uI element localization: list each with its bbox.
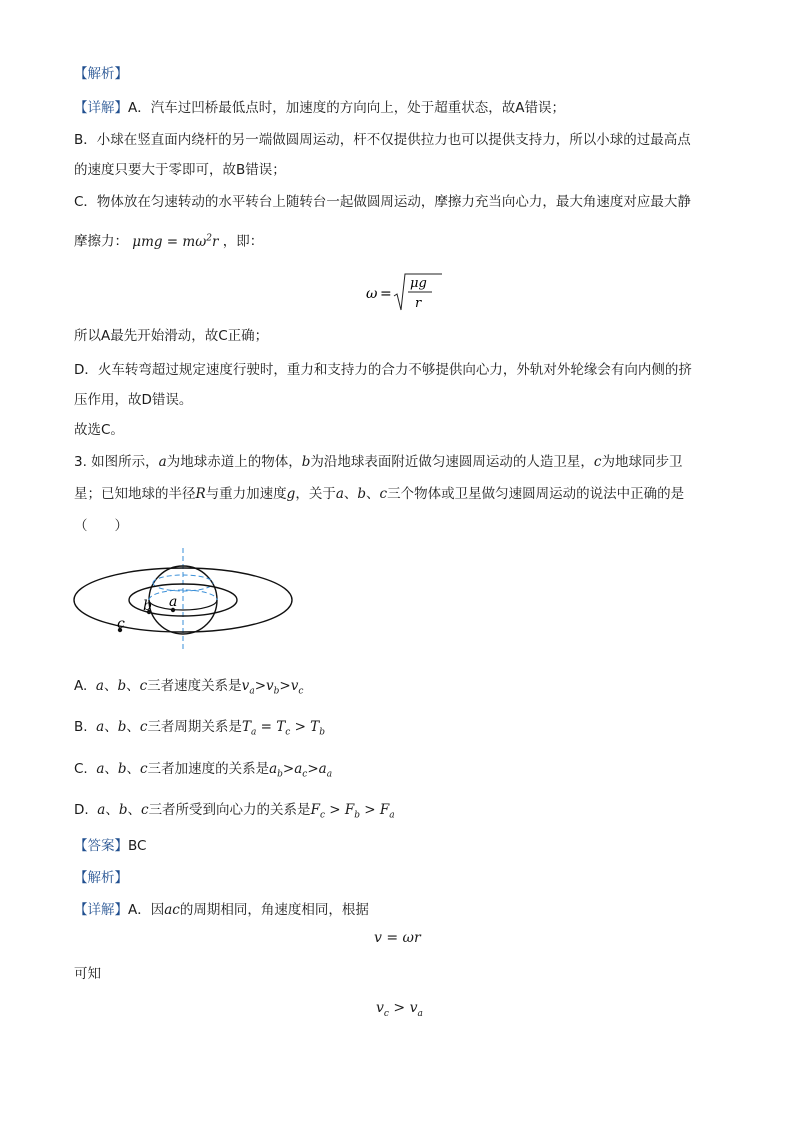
label-R: R [195, 486, 206, 502]
omega-symbol: ω [366, 286, 378, 302]
option-c-text: 三者加速度的关系是 [147, 761, 270, 777]
option-b-c: c [139, 719, 148, 735]
denominator-r: r [415, 296, 422, 311]
option-c[interactable]: C. a、b、c三者加速度的关系是$a_b>a_c>a_a$ [74, 761, 333, 780]
option-a-b: b [117, 678, 127, 694]
friction-formula: $\mu mg = m\omega^2r$ [132, 233, 219, 250]
analysis-heading-2: 【解析】 [74, 870, 128, 886]
option-a-letter: A. [74, 678, 88, 694]
detail-paragraph-a [74, 98, 565, 118]
label-g: g [286, 486, 296, 502]
option-a-subjects: a [95, 678, 104, 694]
option-c-formula: $a_b>a_c>a_a$ [269, 761, 333, 780]
diagram-label-c: c [117, 616, 125, 632]
question3-line1: 3. 如图所示，a为地球赤道上的物体，b为沿地球表面附近做匀速圆周运动的人造卫星，c为地球同步卫 [74, 454, 683, 470]
option-c-c: c [140, 761, 148, 777]
detail-paragraph-q3: 【详解】A．因ac的周期相同，角速度相同，根据 [74, 902, 369, 918]
option-c-letter: C. [74, 761, 88, 777]
option-a-text: 三者速度关系是 [147, 678, 242, 694]
omega-sqrt-svg [364, 270, 444, 318]
paragraph-c-line2 [74, 228, 263, 252]
option-c-subjects: a [96, 761, 105, 777]
option-b[interactable]: B. a、b、c三者周期关系是$T_a = T_c > T_b$ [74, 719, 325, 738]
diagram-label-b: b [143, 598, 152, 614]
option-b-formula: $T_a = T_c > T_b$ [241, 719, 325, 738]
option-b-text: 三者周期关系是 [147, 719, 242, 735]
label-b: b [301, 454, 311, 470]
detail-text: A．汽车过凹桥最低点时，加速度的方向向上，处于超重状态，故A错误； [128, 100, 565, 116]
label-a: a [158, 454, 167, 470]
option-d-formula: $F_c > F_b > F_a$ [310, 802, 395, 821]
paragraph-c-line1: C．物体放在匀速转动的水平转台上随转台一起做圆周运动，摩擦力充当向心力，最大角速度对应最大静 [74, 194, 691, 210]
label-a2: a [335, 486, 344, 502]
question3-line3: （ ） [74, 518, 128, 534]
option-d-letter: D. [74, 802, 89, 818]
answer-line [74, 836, 146, 856]
paragraph-c-line2-tail: ，即： [222, 233, 264, 250]
option-d-subjects: a [97, 802, 106, 818]
detail-tag: 【详解】 [74, 100, 128, 116]
option-c-b: b [117, 761, 127, 777]
keyzhi-line: 可知 [74, 966, 101, 982]
option-d-text: 三者所受到向心力的关系是 [148, 802, 311, 818]
paragraph-d-line1: D．火车转弯超过规定速度行驶时，重力和支持力的合力不够提供向心力，外轨对外轮缘会有向内侧的挤 [74, 362, 692, 378]
option-a-formula: $v_a>v_b>v_c$ [241, 678, 304, 697]
omega-formula [364, 270, 444, 322]
formula-vc-va: $v_c > v_a$ [376, 1000, 423, 1019]
orbit-diagram [72, 548, 302, 662]
detail-tag-2: 【详解】 [74, 902, 128, 918]
label-c: c [593, 454, 602, 470]
option-a[interactable]: A. a、b、c三者速度关系是$v_a>v_b>v_c$ [74, 678, 304, 697]
paragraph-b-line2: 的速度只要大于零即可，故B错误； [74, 162, 286, 178]
equals-sign: = [380, 286, 392, 302]
option-b-letter: B. [74, 719, 88, 735]
option-d-c: c [141, 802, 149, 818]
paragraph-c-line2-text: 摩擦力： [74, 233, 128, 250]
option-b-b: b [117, 719, 127, 735]
formula-v-omega-r: v = ωr [374, 930, 421, 946]
numerator-mu-g: μg [410, 276, 427, 291]
label-ac: ac [164, 902, 180, 918]
paragraph-d-line2: 压作用，故D错误。 [74, 392, 193, 408]
question3-line2: 星；已知地球的半径R与重力加速度g，关于a、b、c三个物体或卫星做匀速圆周运动的说法中正确的是 [74, 486, 685, 502]
diagram-label-a: a [169, 594, 178, 610]
analysis-heading: 【解析】 [74, 66, 128, 82]
label-b2: b [357, 486, 367, 502]
paragraph-b-line1: B．小球在竖直面内绕杆的另一端做圆周运动，杆不仅提供拉力也可以提供支持力，所以小球的过最高点 [74, 132, 691, 148]
orbit-diagram-svg [72, 548, 302, 658]
option-d-b: b [118, 802, 128, 818]
answer-tag: 【答案】 [74, 838, 128, 854]
option-b-subjects: a [96, 719, 105, 735]
paragraph-after-c: 所以A最先开始滑动，故C正确； [74, 328, 269, 344]
choose-line: 故选C。 [74, 422, 124, 438]
label-c2: c [379, 486, 388, 502]
option-a-c: c [139, 678, 148, 694]
answer-value: BC [128, 838, 147, 854]
option-d[interactable]: D. a、b、c三者所受到向心力的关系是$F_c > F_b > F_a$ [74, 802, 395, 821]
